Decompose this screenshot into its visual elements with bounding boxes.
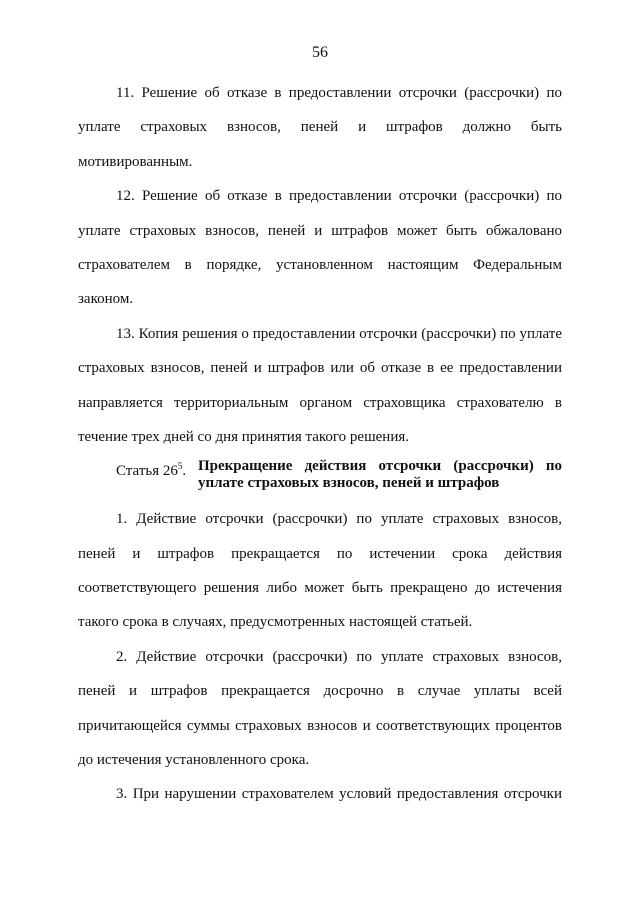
document-body bbox=[78, 76, 562, 812]
text-line: пеней и штрафов прекращается по истечении срока действия bbox=[78, 545, 562, 562]
article-title-line: уплате страховых взносов, пеней и штрафов bbox=[198, 475, 500, 492]
text-line: направляется территориальным органом страховщика страхователю в bbox=[78, 394, 562, 411]
text-line: пеней и штрафов прекращается досрочно в случае уплаты всей bbox=[78, 683, 562, 700]
article-number: Статья 26 bbox=[116, 463, 178, 480]
article-label-suffix: . bbox=[182, 463, 187, 480]
article-title bbox=[198, 458, 562, 492]
paragraph-13 bbox=[78, 317, 562, 455]
paragraph-a2 bbox=[78, 640, 562, 778]
text-line: причитающейся суммы страховых взносов и соответствующих процентов bbox=[78, 717, 562, 734]
text-line: 3. При нарушении страхователем условий предоставления отсрочки bbox=[116, 786, 562, 803]
text-line: мотивированным. bbox=[78, 153, 193, 170]
paragraph-11 bbox=[78, 76, 562, 179]
paragraph-a3 bbox=[78, 777, 562, 811]
page-number: 56 bbox=[312, 44, 328, 61]
text-line: 11. Решение об отказе в предоставлении отсрочки (рассрочки) по bbox=[116, 85, 562, 101]
text-line: течение трех дней со дня принятия такого решения. bbox=[78, 428, 409, 445]
text-line: страхователем в порядке, установленном настоящим Федеральным bbox=[78, 256, 562, 273]
text-line: соответствующего решения либо может быть прекращено до истечения bbox=[78, 580, 562, 597]
text-line: 2. Действие отсрочки (рассрочки) по уплате страховых взносов, bbox=[116, 648, 562, 665]
text-line: такого срока в случаях, предусмотренных настоящей статьей. bbox=[78, 614, 473, 631]
article-title-line: Прекращение действия отсрочки (рассрочки) по bbox=[198, 458, 562, 475]
text-line: страховых взносов, пеней и штрафов или об отказе в ее предоставлении bbox=[78, 360, 562, 377]
text-line: уплате страховых взносов, пеней и штрафов может быть обжаловано bbox=[78, 222, 562, 239]
text-line: 1. Действие отсрочки (рассрочки) по уплате страховых взносов, bbox=[116, 511, 562, 528]
text-line: законом. bbox=[78, 291, 134, 308]
text-line: 12. Решение об отказе в предоставлении отсрочки (рассрочки) по bbox=[116, 188, 562, 205]
article-heading bbox=[78, 458, 562, 492]
paragraph-12 bbox=[78, 179, 562, 317]
article-label bbox=[78, 458, 198, 492]
article-superscript: 5 bbox=[177, 461, 183, 472]
paragraph-a1 bbox=[78, 502, 562, 640]
text-line: 13. Копия решения о предоставлении отсрочки (рассрочки) по уплате bbox=[116, 325, 562, 342]
text-line: до истечения установленного срока. bbox=[78, 752, 310, 769]
text-line: уплате страховых взносов, пеней и штрафов должно быть bbox=[78, 119, 562, 136]
